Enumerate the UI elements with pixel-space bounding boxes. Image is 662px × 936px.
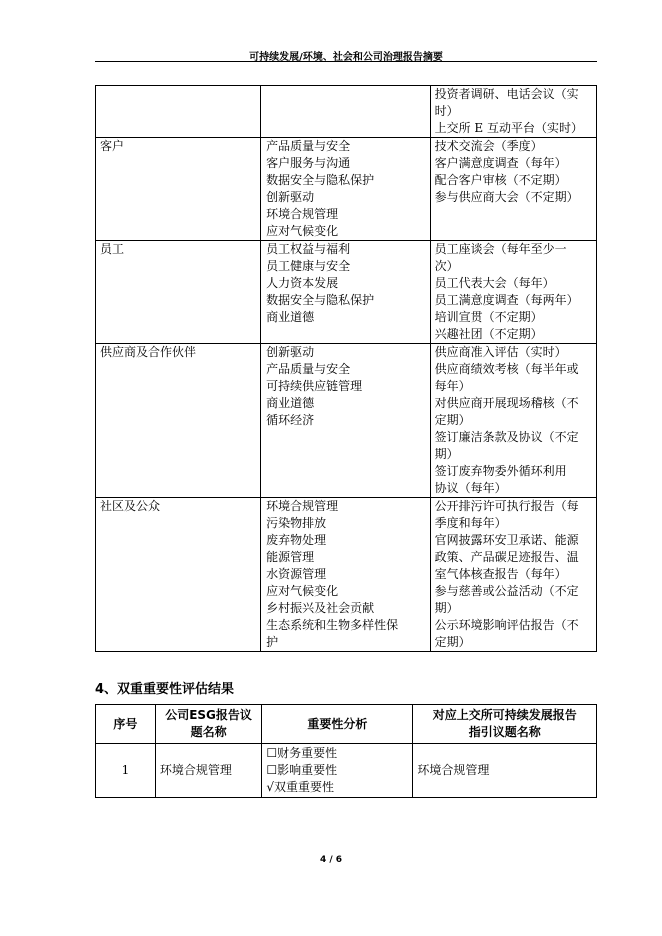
table-row	[96, 498, 597, 652]
topic-line: 可持续供应链管理	[266, 379, 363, 393]
stakeholder-cell: 客户	[96, 138, 261, 241]
table-row	[96, 241, 597, 344]
channel-line: 签订废弃物委外循环利用	[434, 464, 567, 478]
channel-line: 供应商绩效考核（每半年或	[434, 362, 579, 376]
channel-line: 配合客户审核（不定期）	[434, 173, 567, 187]
channel-line: 时）	[434, 104, 459, 118]
page-number: 4 / 6	[319, 855, 343, 865]
topic-line: 应对气候变化	[266, 584, 339, 598]
channels-cell	[430, 138, 596, 241]
topic-line: 循环经济	[266, 413, 315, 427]
topics-cell	[261, 86, 431, 138]
materiality-analysis	[262, 744, 413, 798]
topic-line: 人力资本发展	[266, 276, 339, 290]
channel-line: 官网披露环安卫承诺、能源	[434, 533, 579, 547]
materiality-option: √双重重要性	[266, 780, 334, 794]
section-title: 4、双重重要性评估结果	[95, 682, 235, 697]
header-sse-topic: 对应上交所可持续发展报告 指引议题名称	[413, 705, 597, 744]
channel-line: 供应商准入评估（实时）	[434, 345, 567, 359]
materiality-option: ☐影响重要性	[266, 763, 338, 777]
channel-line: 定期）	[434, 635, 471, 649]
channel-line: 员工满意度调查（每两年）	[434, 293, 579, 307]
topic-line: 产品质量与安全	[266, 139, 351, 153]
sse-topic-name: 环境合规管理	[413, 744, 597, 798]
stakeholder-cell: 社区及公众	[96, 498, 261, 652]
stakeholder-cell: 供应商及合作伙伴	[96, 344, 261, 498]
channel-line: 室气体核查报告（每年）	[434, 567, 567, 581]
channel-line: 员工代表大会（每年）	[434, 276, 555, 290]
stakeholder-cell	[96, 86, 261, 138]
table-row	[96, 86, 597, 138]
topic-line: 护	[266, 635, 279, 649]
channel-line: 参与慈善或公益活动（不定	[434, 584, 579, 598]
topic-line: 产品质量与安全	[266, 362, 351, 376]
table-row	[96, 138, 597, 241]
topic-line: 能源管理	[266, 550, 315, 564]
topics-cell	[261, 138, 431, 241]
topics-cell	[261, 498, 431, 652]
topic-line: 创新驱动	[266, 345, 315, 359]
topic-line: 创新驱动	[266, 190, 315, 204]
channels-cell	[430, 241, 596, 344]
channel-line: 技术交流会（季度）	[434, 139, 543, 153]
table-row	[96, 744, 597, 798]
channels-cell	[430, 498, 596, 652]
channel-line: 公开排污许可执行报告（每	[434, 499, 579, 513]
channel-line: 政策、产品碳足迹报告、温	[434, 550, 579, 564]
topic-line: 水资源管理	[266, 567, 327, 581]
channel-line: 客户满意度调查（每年）	[434, 156, 567, 170]
table-row	[96, 344, 597, 498]
header-no: 序号	[96, 705, 156, 744]
channel-line: 期）	[434, 447, 459, 461]
table-header-row	[96, 705, 597, 744]
channel-line: 季度和每年）	[434, 516, 507, 530]
channel-line: 签订廉洁条款及协议（不定	[434, 430, 579, 444]
channel-line: 兴趣社团（不定期）	[434, 327, 543, 341]
topic-line: 员工健康与安全	[266, 259, 351, 273]
channel-line: 培训宣贯（不定期）	[434, 310, 543, 324]
topic-name: 环境合规管理	[155, 744, 261, 798]
materiality-option: ☐财务重要性	[266, 746, 338, 760]
channels-cell	[430, 344, 596, 498]
topic-line: 污染物排放	[266, 516, 327, 530]
channel-line: 每年）	[434, 379, 471, 393]
topic-line: 生态系统和生物多样性保	[266, 618, 399, 632]
topic-line: 废弃物处理	[266, 533, 327, 547]
topics-cell	[261, 241, 431, 344]
channel-line: 参与供应商大会（不定期）	[434, 190, 579, 204]
channels-cell	[430, 86, 596, 138]
topic-line: 客户服务与沟通	[266, 156, 351, 170]
topic-line: 环境合规管理	[266, 499, 339, 513]
channel-line: 协议（每年）	[434, 481, 507, 495]
page-header: 可持续发展/环境、社会和公司治理报告摘要	[249, 52, 443, 63]
channel-line: 对供应商开展现场稽核（不	[434, 396, 579, 410]
header-rule	[95, 61, 597, 62]
topic-line: 员工权益与福利	[266, 242, 351, 256]
topic-line: 商业道德	[266, 310, 315, 324]
topics-cell	[261, 344, 431, 498]
stakeholder-cell: 员工	[96, 241, 261, 344]
channel-line: 上交所 E 互动平台（实时）	[434, 121, 583, 135]
stakeholder-table	[95, 85, 597, 652]
row-number: 1	[96, 744, 156, 798]
topic-line: 应对气候变化	[266, 224, 339, 238]
header-topic: 公司ESG报告议 题名称	[155, 705, 261, 744]
header-analysis: 重要性分析	[262, 705, 413, 744]
channel-line: 员工座谈会（每年至少一	[434, 242, 567, 256]
materiality-table	[95, 704, 597, 798]
channel-line: 公示环境影响评估报告（不	[434, 618, 579, 632]
topic-line: 数据安全与隐私保护	[266, 173, 375, 187]
channel-line: 次）	[434, 259, 459, 273]
channel-line: 定期）	[434, 413, 471, 427]
topic-line: 商业道德	[266, 396, 315, 410]
topic-line: 数据安全与隐私保护	[266, 293, 375, 307]
topic-line: 乡村振兴及社会贡献	[266, 601, 375, 615]
topic-line: 环境合规管理	[266, 207, 339, 221]
channel-line: 期）	[434, 601, 459, 615]
channel-line: 投资者调研、电话会议（实	[434, 87, 579, 101]
